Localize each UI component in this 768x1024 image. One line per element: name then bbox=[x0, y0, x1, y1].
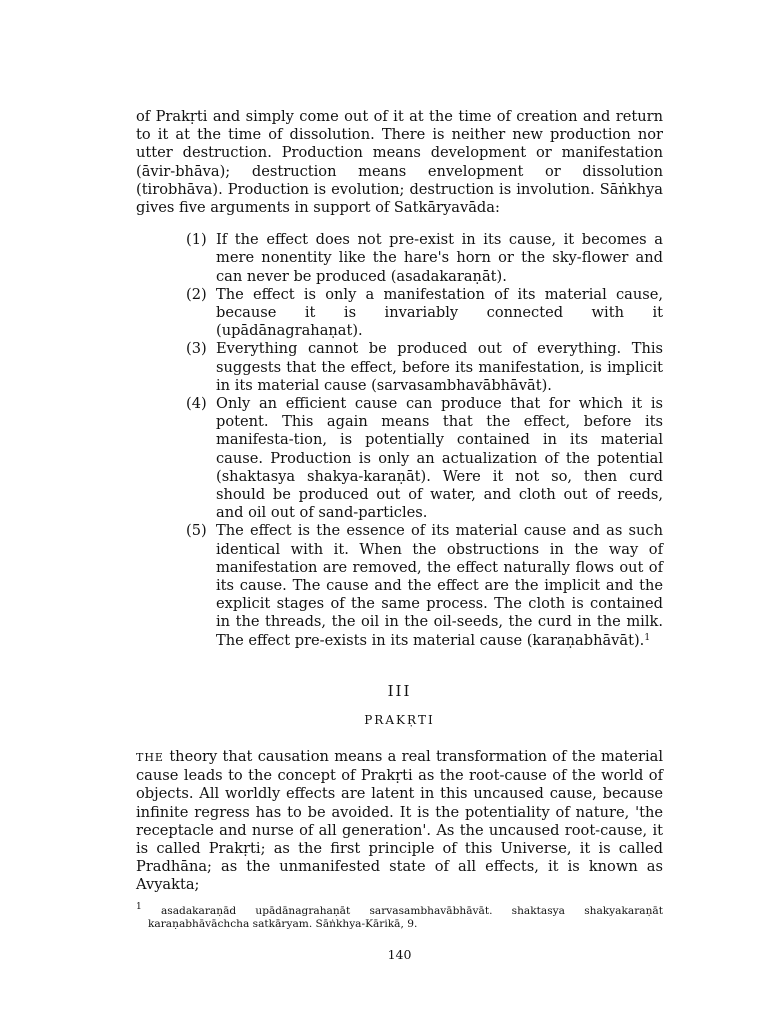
argument-item-1 bbox=[186, 231, 663, 286]
footnote-text: asadakaraṇād upādānagrahaṇāt sarvasambhavābhāvāt. shaktasya shakyakaraṇāt karaṇabhāvāchcha satkāryam. Sāṅkhya-Kārikā, 9. bbox=[148, 904, 663, 930]
argument-text: Only an efficient cause can produce that for which it is potent. This again means that the effect, before its manifesta-tion, is potentially contained in its material cause. Production is only an actualization of the potential (shaktasya shakya-karaṇāt). Were it not so, then curd should be produced out of water, and cloth out of reeds, and oil out of sand-particles. bbox=[216, 395, 663, 522]
intro-paragraph: of Prakṛti and simply come out of it at the time of creation and return to it at the time of dissolution. There is neither new production nor utter destruction. Production means development or manifestation (āvir-bhāva); destruction means envelopment or dissolution (tirobhāva). Production is evolution; destruction is involution. Sāṅkhya gives five arguments in support of Satkāryavāda: bbox=[136, 108, 663, 217]
argument-number: (3) bbox=[186, 340, 207, 358]
page-number: 140 bbox=[387, 946, 412, 962]
page-body bbox=[136, 108, 663, 962]
section-title: PRAKṚTI bbox=[364, 712, 435, 727]
argument-text: Everything cannot be produced out of everything. This suggests that the effect, before its manifestation, is implicit in its material cause (sarvasambhavābhāvāt). bbox=[216, 340, 663, 394]
section-number: III bbox=[387, 681, 412, 700]
footnote-mark: 1 bbox=[136, 901, 142, 912]
footnote bbox=[136, 901, 663, 931]
prakriti-text: theory that causation means a real transformation of the material cause leads to the concept of Prakṛti as the root-cause of the world of objects. All worldly effects are latent in this uncaused cause, because infinite regress has to be avoided. It is the potentiality of nature, 'the receptacle and nurse of all generation'. As the uncaused root-cause, it is called Prakṛti; as the first principle of this Universe, it is called Pradhāna; as the unmanifested state of all effects, it is known as Avyakta; bbox=[136, 747, 663, 894]
argument-number: (5) bbox=[186, 522, 207, 540]
argument-text: The effect is the essence of its material cause and as such identical with it. When the obstructions in the way of manifestation are removed, the effect naturally flows out of its cause. The cause and the effect are the implicit and the explicit stages of the same process. The cloth is contained in the threads, the oil in the oil-seeds, the curd in the milk. The effect pre-exists in its material cause (karaṇabhāvāt). bbox=[216, 522, 663, 649]
argument-item-2 bbox=[186, 286, 663, 341]
argument-text: The effect is only a manifestation of its material cause, because it is invariably connected with it (upādānagrahaṇat). bbox=[216, 285, 663, 340]
argument-text: If the effect does not pre-exist in its cause, it becomes a mere nonentity like the hare's horn or the sky-flower and can never be produced (asadakaraṇāt). bbox=[216, 231, 663, 285]
prakriti-paragraph bbox=[136, 748, 663, 895]
argument-number: (2) bbox=[186, 285, 207, 303]
argument-item-5 bbox=[186, 522, 663, 649]
footnote-reference: 1 bbox=[644, 632, 651, 643]
argument-item-4 bbox=[186, 395, 663, 522]
argument-number: (4) bbox=[186, 395, 207, 413]
arguments-list bbox=[186, 231, 663, 650]
lead-word: THE bbox=[136, 750, 164, 764]
argument-item-3 bbox=[186, 340, 663, 395]
argument-number: (1) bbox=[186, 231, 207, 249]
